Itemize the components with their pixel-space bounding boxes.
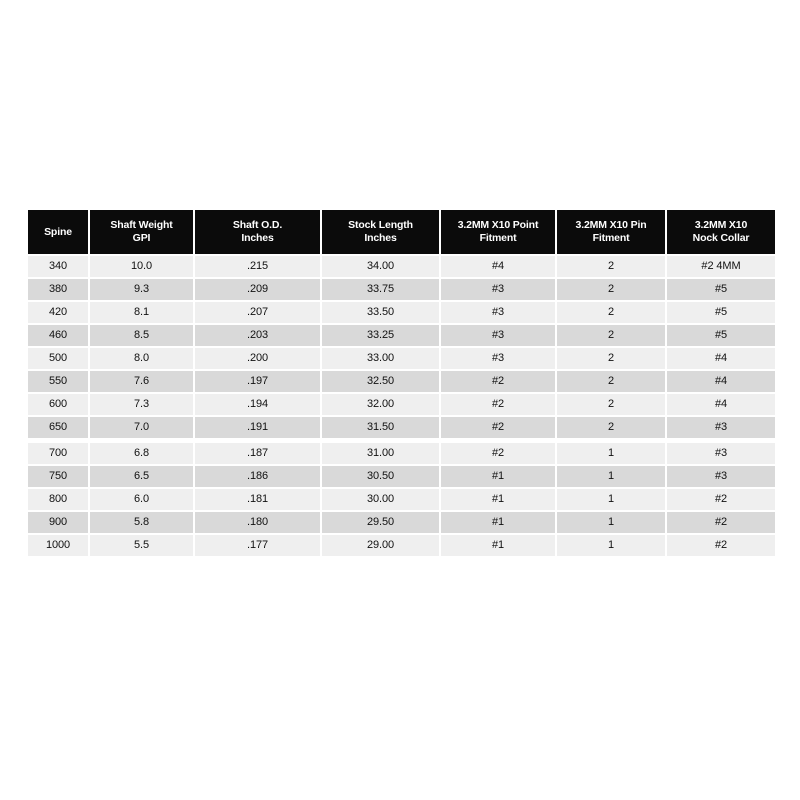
cell-r0-c6: #2 4MM <box>667 256 775 277</box>
table-row <box>28 302 775 323</box>
column-header-line1: Shaft O.D. <box>232 219 283 232</box>
cell-r0-c1: 10.0 <box>90 256 193 277</box>
cell-r11-c1: 5.8 <box>90 512 193 533</box>
column-header-line1: Shaft Weight <box>110 219 173 232</box>
cell-r0-c2: .215 <box>195 256 320 277</box>
table-row <box>28 417 775 441</box>
cell-r7-c4: #2 <box>441 417 555 441</box>
column-header-line2: Nock Collar <box>692 232 750 244</box>
cell-r1-c6: #5 <box>667 279 775 300</box>
cell-r0-c0: 340 <box>28 256 88 277</box>
cell-r10-c3: 30.00 <box>322 489 439 510</box>
cell-r11-c5: 1 <box>557 512 665 533</box>
cell-r4-c1: 8.0 <box>90 348 193 369</box>
cell-r1-c0: 380 <box>28 279 88 300</box>
cell-r9-c0: 750 <box>28 466 88 487</box>
table-row <box>28 325 775 346</box>
cell-r6-c2: .194 <box>195 394 320 415</box>
table-header <box>28 210 775 254</box>
column-header-6 <box>667 210 775 254</box>
column-header-line1: 3.2MM X10 Point <box>457 219 539 232</box>
cell-r12-c2: .177 <box>195 535 320 556</box>
cell-r10-c0: 800 <box>28 489 88 510</box>
cell-r3-c6: #5 <box>667 325 775 346</box>
cell-r4-c6: #4 <box>667 348 775 369</box>
cell-r7-c1: 7.0 <box>90 417 193 441</box>
cell-r7-c3: 31.50 <box>322 417 439 441</box>
cell-r7-c2: .191 <box>195 417 320 441</box>
cell-r7-c5: 2 <box>557 417 665 441</box>
cell-r2-c4: #3 <box>441 302 555 323</box>
cell-r4-c2: .200 <box>195 348 320 369</box>
cell-r12-c1: 5.5 <box>90 535 193 556</box>
cell-r6-c3: 32.00 <box>322 394 439 415</box>
cell-r12-c3: 29.00 <box>322 535 439 556</box>
cell-r4-c4: #3 <box>441 348 555 369</box>
cell-r12-c0: 1000 <box>28 535 88 556</box>
cell-r8-c1: 6.8 <box>90 443 193 464</box>
table-body <box>28 256 775 556</box>
column-header-line1: 3.2MM X10 <box>694 219 748 232</box>
table-header-row <box>28 210 775 254</box>
cell-r6-c0: 600 <box>28 394 88 415</box>
table-row <box>28 489 775 510</box>
cell-r5-c3: 32.50 <box>322 371 439 392</box>
cell-r0-c3: 34.00 <box>322 256 439 277</box>
column-header-1 <box>90 210 193 254</box>
cell-r2-c5: 2 <box>557 302 665 323</box>
table-row <box>28 394 775 415</box>
cell-r7-c0: 650 <box>28 417 88 441</box>
cell-r6-c4: #2 <box>441 394 555 415</box>
cell-r0-c5: 2 <box>557 256 665 277</box>
column-header-line2: Fitment <box>479 232 517 244</box>
cell-r2-c2: .207 <box>195 302 320 323</box>
cell-r1-c3: 33.75 <box>322 279 439 300</box>
column-header-line1: Spine <box>44 225 72 238</box>
cell-r5-c4: #2 <box>441 371 555 392</box>
cell-r1-c2: .209 <box>195 279 320 300</box>
cell-r5-c5: 2 <box>557 371 665 392</box>
cell-r1-c4: #3 <box>441 279 555 300</box>
table-row <box>28 466 775 487</box>
cell-r3-c4: #3 <box>441 325 555 346</box>
table-row <box>28 371 775 392</box>
cell-r9-c2: .186 <box>195 466 320 487</box>
cell-r7-c6: #3 <box>667 417 775 441</box>
cell-r6-c1: 7.3 <box>90 394 193 415</box>
cell-r10-c5: 1 <box>557 489 665 510</box>
cell-r11-c2: .180 <box>195 512 320 533</box>
cell-r2-c6: #5 <box>667 302 775 323</box>
cell-r10-c6: #2 <box>667 489 775 510</box>
cell-r0-c4: #4 <box>441 256 555 277</box>
column-header-2 <box>195 210 320 254</box>
cell-r3-c0: 460 <box>28 325 88 346</box>
cell-r10-c1: 6.0 <box>90 489 193 510</box>
cell-r8-c6: #3 <box>667 443 775 464</box>
cell-r1-c5: 2 <box>557 279 665 300</box>
cell-r4-c5: 2 <box>557 348 665 369</box>
cell-r4-c0: 500 <box>28 348 88 369</box>
cell-r2-c3: 33.50 <box>322 302 439 323</box>
cell-r3-c2: .203 <box>195 325 320 346</box>
column-header-4 <box>441 210 555 254</box>
arrow-shaft-spec-table <box>26 208 777 558</box>
table-row <box>28 279 775 300</box>
table-row <box>28 443 775 464</box>
table-row <box>28 256 775 277</box>
cell-r11-c4: #1 <box>441 512 555 533</box>
cell-r2-c0: 420 <box>28 302 88 323</box>
column-header-line2: Fitment <box>592 232 630 244</box>
cell-r8-c4: #2 <box>441 443 555 464</box>
cell-r9-c3: 30.50 <box>322 466 439 487</box>
cell-r5-c2: .197 <box>195 371 320 392</box>
table-row <box>28 535 775 556</box>
column-header-line2: Inches <box>241 232 274 244</box>
cell-r12-c5: 1 <box>557 535 665 556</box>
column-header-line2: Inches <box>364 232 397 244</box>
cell-r5-c6: #4 <box>667 371 775 392</box>
table-row <box>28 512 775 533</box>
cell-r12-c4: #1 <box>441 535 555 556</box>
cell-r9-c6: #3 <box>667 466 775 487</box>
cell-r11-c6: #2 <box>667 512 775 533</box>
cell-r9-c5: 1 <box>557 466 665 487</box>
cell-r6-c5: 2 <box>557 394 665 415</box>
cell-r10-c2: .181 <box>195 489 320 510</box>
cell-r1-c1: 9.3 <box>90 279 193 300</box>
table-row <box>28 348 775 369</box>
cell-r10-c4: #1 <box>441 489 555 510</box>
cell-r3-c3: 33.25 <box>322 325 439 346</box>
column-header-0 <box>28 210 88 254</box>
cell-r8-c0: 700 <box>28 443 88 464</box>
cell-r11-c3: 29.50 <box>322 512 439 533</box>
cell-r9-c1: 6.5 <box>90 466 193 487</box>
cell-r8-c2: .187 <box>195 443 320 464</box>
cell-r8-c3: 31.00 <box>322 443 439 464</box>
cell-r11-c0: 900 <box>28 512 88 533</box>
cell-r8-c5: 1 <box>557 443 665 464</box>
column-header-5 <box>557 210 665 254</box>
column-header-line2: GPI <box>132 232 151 244</box>
cell-r3-c1: 8.5 <box>90 325 193 346</box>
cell-r5-c1: 7.6 <box>90 371 193 392</box>
cell-r5-c0: 550 <box>28 371 88 392</box>
column-header-line1: Stock Length <box>348 219 413 232</box>
cell-r9-c4: #1 <box>441 466 555 487</box>
cell-r12-c6: #2 <box>667 535 775 556</box>
cell-r3-c5: 2 <box>557 325 665 346</box>
cell-r6-c6: #4 <box>667 394 775 415</box>
cell-r4-c3: 33.00 <box>322 348 439 369</box>
column-header-3 <box>322 210 439 254</box>
cell-r2-c1: 8.1 <box>90 302 193 323</box>
column-header-line1: 3.2MM X10 Pin <box>575 219 647 232</box>
